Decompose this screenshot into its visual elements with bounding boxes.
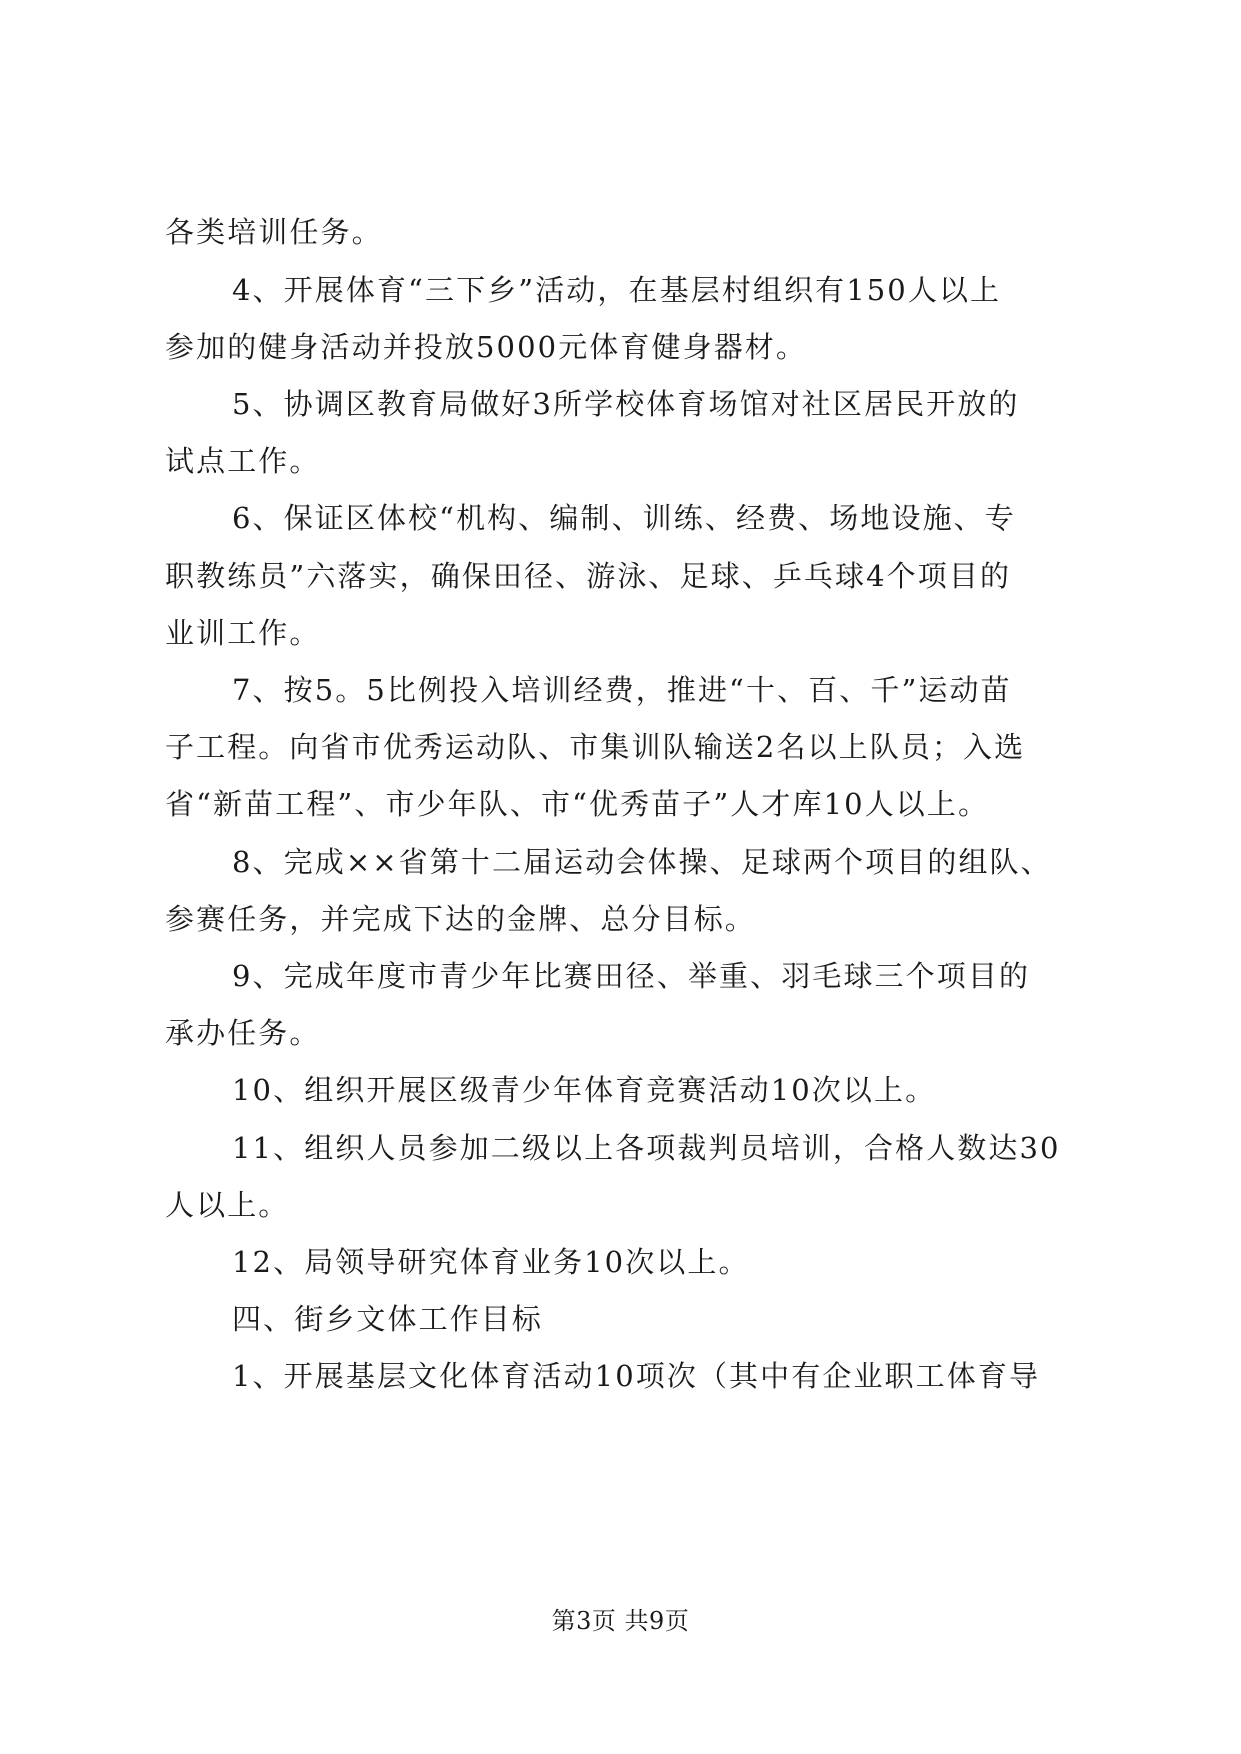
text-line: 4、开展体育“三下乡”活动，在基层村组织有150人以上 (232, 273, 1002, 307)
text-line: 10、组织开展区级青少年体育竞赛活动10次以上。 (232, 1073, 937, 1107)
section-heading: 四、街乡文体工作目标 (232, 1302, 544, 1336)
text-line: 参赛任务，并完成下达的金牌、总分目标。 (165, 902, 756, 936)
text-line: 各类培训任务。 (165, 215, 383, 249)
text-line: 业训工作。 (165, 616, 321, 650)
text-line: 8、完成××省第十二届运动会体操、足球两个项目的组队、 (232, 845, 1052, 879)
text-line: 子工程。向省市优秀运动队、市集训队输送2名以上队员；入选 (165, 730, 1026, 764)
text-line: 1、开展基层文化体育活动10项次（其中有企业职工体育导 (232, 1359, 1041, 1393)
text-line: 省“新苗工程”、市少年队、市“优秀苗子”人才库10人以上。 (165, 787, 990, 821)
text-line: 6、保证区体校“机构、编制、训练、经费、场地设施、专 (232, 501, 1016, 535)
text-line: 参加的健身活动并投放5000元体育健身器材。 (165, 330, 808, 364)
text-line: 12、局领导研究体育业务10次以上。 (232, 1245, 750, 1279)
text-line: 职教练员”六落实，确保田径、游泳、足球、乒乓球4个项目的 (165, 559, 1012, 593)
page-number-footer: 第3页 共9页 (551, 1607, 690, 1635)
text-line: 试点工作。 (165, 444, 321, 478)
text-line: 9、完成年度市青少年比赛田径、举重、羽毛球三个项目的 (232, 959, 1031, 993)
text-line: 人以上。 (165, 1188, 290, 1222)
text-line: 11、组织人员参加二级以上各项裁判员培训，合格人数达30 (232, 1131, 1061, 1165)
text-line: 5、协调区教育局做好3所学校体育场馆对社区居民开放的 (232, 387, 1020, 421)
text-line: 7、按5。5比例投入培训经费，推进“十、百、千”运动苗 (232, 673, 1012, 707)
text-line: 承办任务。 (165, 1016, 321, 1050)
